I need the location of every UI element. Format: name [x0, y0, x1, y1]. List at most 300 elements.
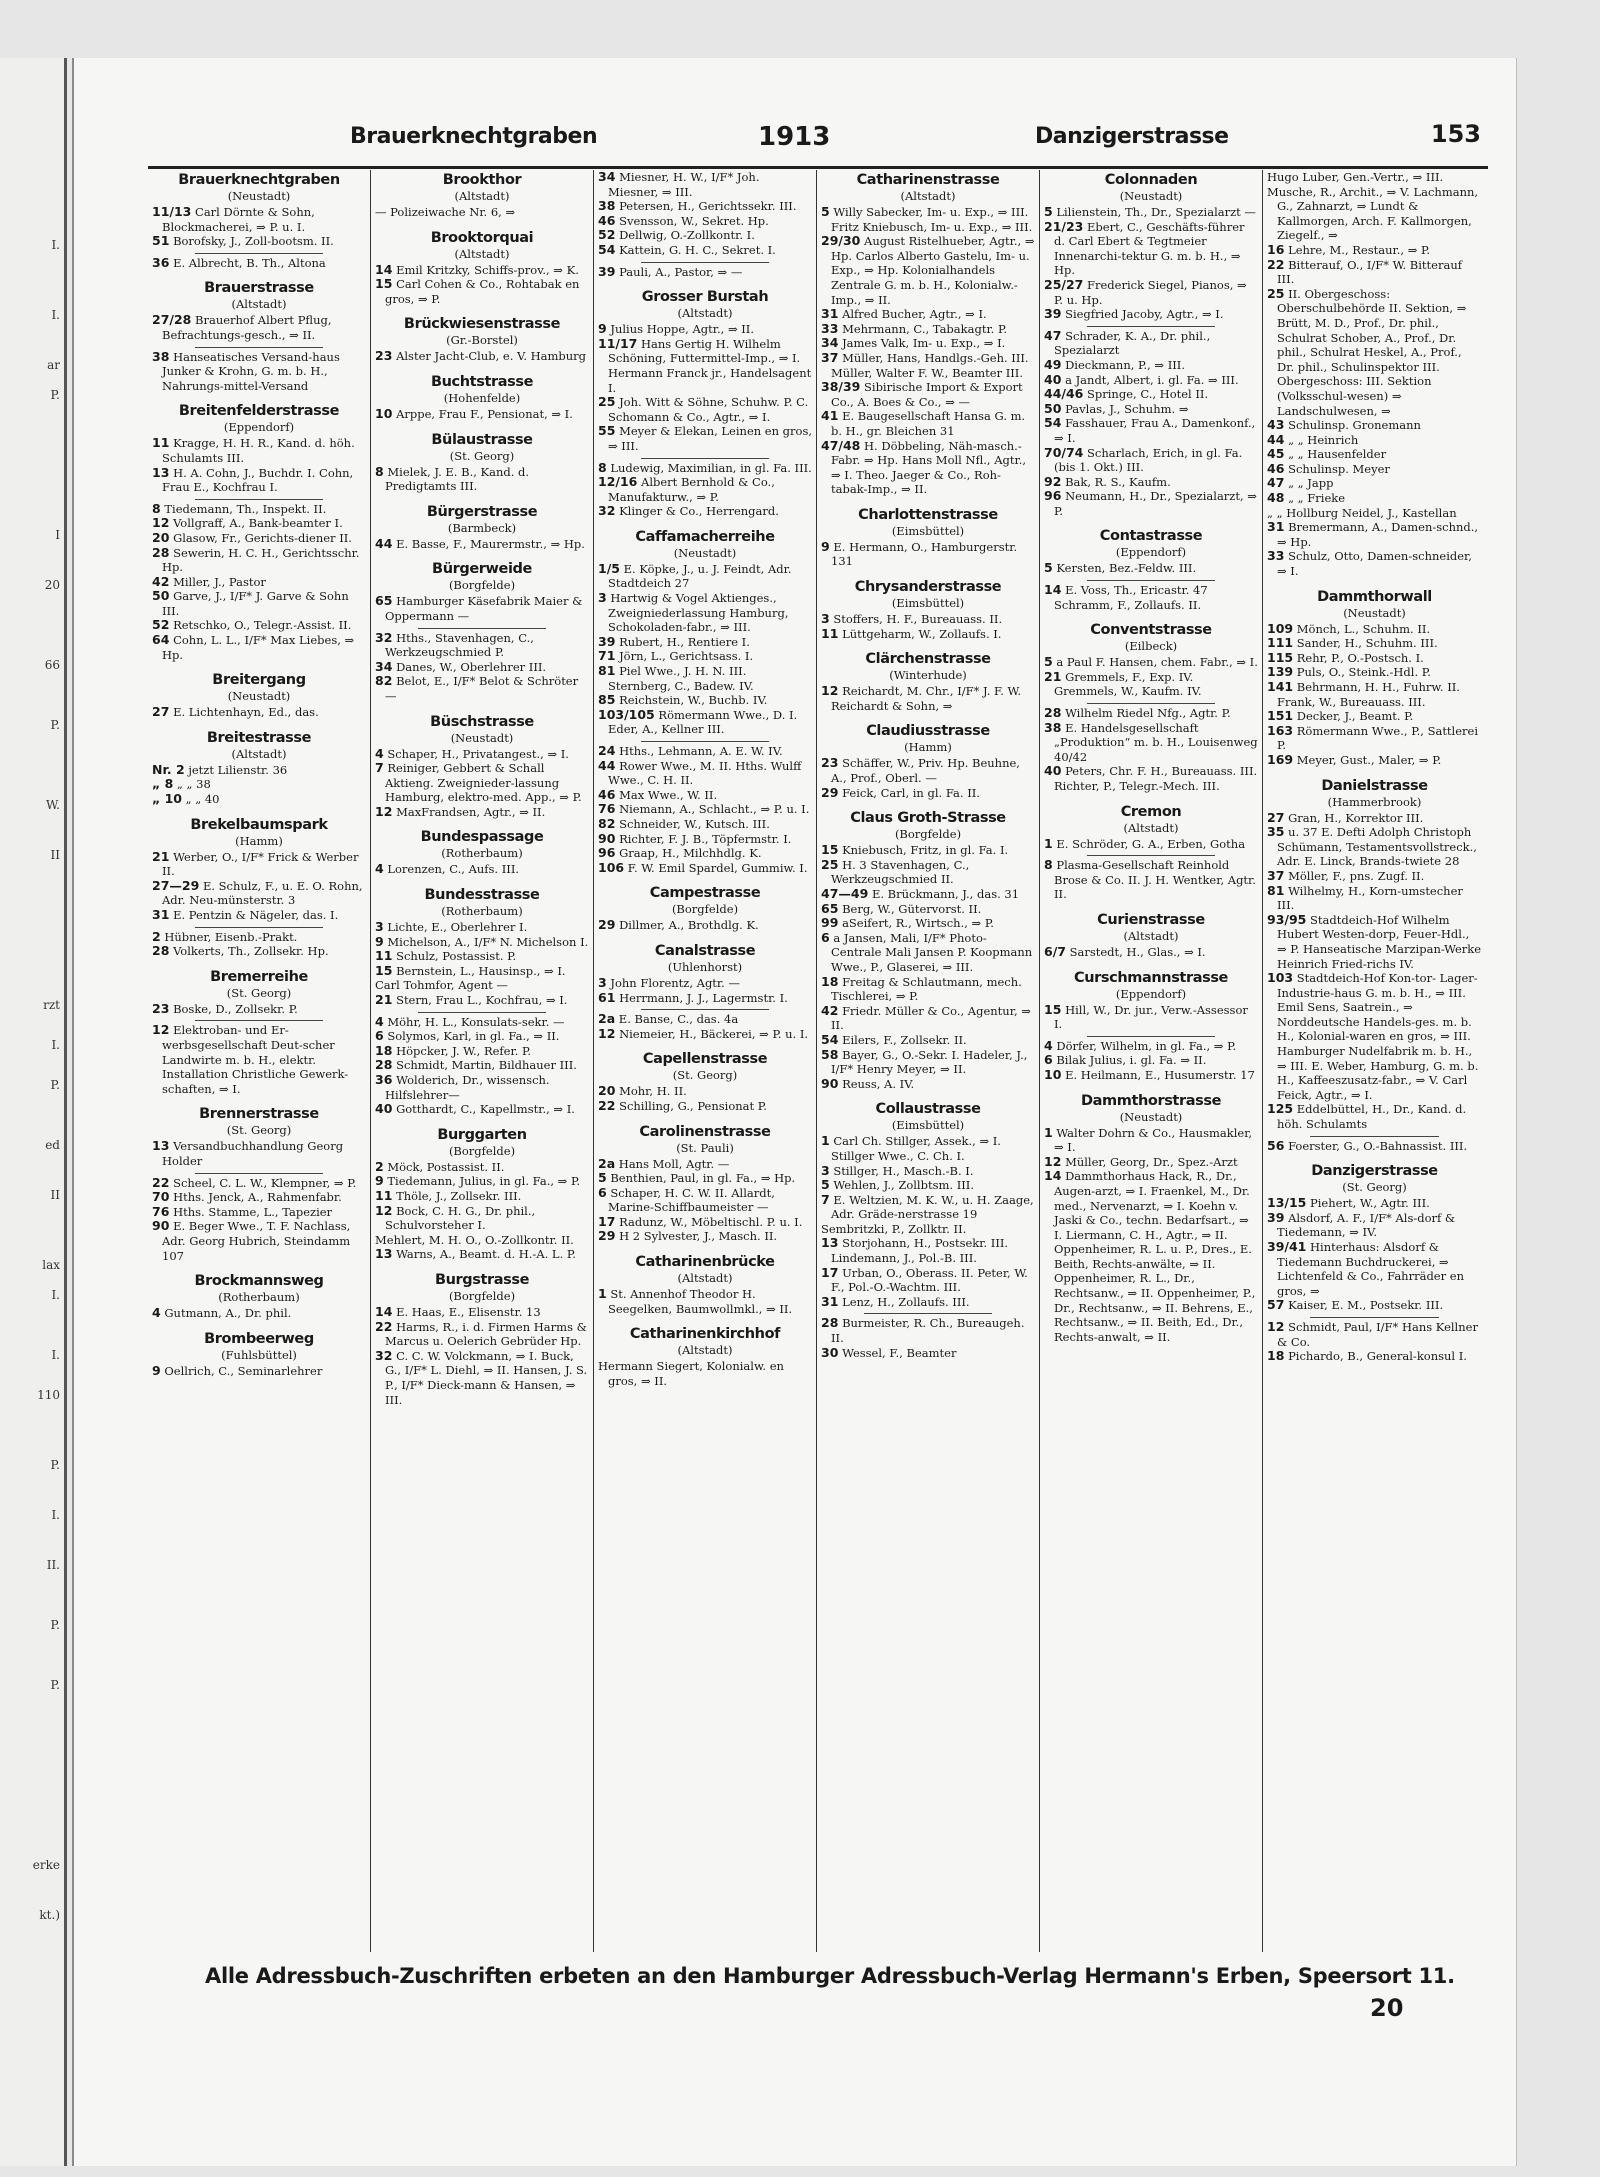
entry-text: Feick, Carl, in gl. Fa. II.	[842, 785, 980, 800]
entry-text: Benthien, Paul, in gl. Fa., ⇒ Hp.	[610, 1171, 796, 1186]
directory-entry	[1267, 549, 1482, 578]
directory-entry	[152, 466, 366, 495]
directory-entry	[821, 307, 1035, 322]
house-number: Nr. 2	[152, 761, 185, 777]
street-heading: Conventstrasse	[1090, 622, 1212, 639]
house-number: 33	[821, 320, 839, 336]
house-number: 12	[821, 683, 839, 699]
entry-text: jetzt Lilienstr. 36	[188, 762, 288, 777]
entry-text: Rubert, H., Rentiere I.	[619, 634, 750, 649]
house-number: 25/27	[1044, 276, 1084, 292]
entry-text: E. Banse, C., das. 4a	[618, 1012, 739, 1027]
house-number: 5	[1044, 204, 1053, 219]
directory-entry	[375, 631, 589, 660]
entry-text: Ludewig, Maximilian, in gl. Fa. III.	[610, 460, 812, 475]
house-number: 21	[152, 848, 170, 864]
margin-fragment: kt.)	[39, 1908, 60, 1922]
house-number: 38	[598, 198, 616, 214]
directory-entry	[375, 1189, 589, 1204]
house-number: 61	[598, 989, 616, 1005]
entry-text: Rower Wwe., M. II. Hths. Wulff Wwe., C. H. II.	[608, 758, 802, 788]
house-number: 46	[1267, 460, 1285, 476]
directory-entry	[598, 759, 812, 788]
house-number: 109	[1267, 620, 1294, 636]
house-number: 4	[375, 745, 384, 761]
house-number: 115	[1267, 649, 1294, 665]
house-number: 4	[375, 861, 384, 877]
entry-text: II. Obergeschoss: Oberschulbehörde II. Sektion, ⇒ Brütt, M. D., Prof., Dr. phil., Schulrat Schober, A., Prof., Dr. phil., Schulrat Heskel, A., Prof., Dr. phil., Schulinspektor III. Obergeschoss: III. Sektion (Volksschul-wesen) ⇒ Landschulwesen, ⇒	[1277, 286, 1467, 418]
house-number: 4	[1044, 1037, 1053, 1053]
entry-separator	[641, 1009, 769, 1010]
house-number: 6	[1044, 1052, 1053, 1068]
district-label: (Hamm)	[235, 833, 283, 848]
directory-entry	[375, 761, 589, 805]
entry-text: Ebert, C., Geschäfts-führer d. Carl Ebert & Tegtmeier Innenarchi-tektur G. m. b. H., ⇒ Hp.	[1054, 219, 1245, 278]
entry-text: Oellrich, C., Seminarlehrer	[164, 1363, 323, 1378]
entry-text: E. Heilmann, E., Husumerstr. 17	[1065, 1067, 1255, 1082]
street-heading: Canalstrasse	[654, 942, 756, 959]
directory-entry	[152, 1023, 366, 1096]
entry-text: Hugo Luber, Gen.-Vertr., ⇒ III.	[1267, 170, 1444, 184]
house-number: 47/48	[821, 437, 861, 453]
margin-fragment: P.	[50, 1618, 60, 1632]
entry-text: Meyer, Gust., Maler, ⇒ P.	[1296, 752, 1442, 767]
house-number: 9	[821, 538, 830, 554]
house-number: 5	[821, 204, 830, 219]
house-number: 34	[375, 658, 393, 674]
district-label: (Borgfelde)	[448, 578, 516, 593]
margin-fragment: 20	[44, 578, 60, 592]
directory-entry	[375, 1073, 589, 1102]
house-number: 1	[598, 1286, 607, 1302]
entry-text: Alsdorf, A. F., I/F* Als-dorf & Tiedemann, ⇒ IV.	[1277, 1210, 1456, 1240]
entry-text: Wilhelm Riedel Nfg., Agtr. P.	[1065, 706, 1231, 721]
district-label: (Rotherbaum)	[441, 846, 523, 861]
street-heading: Clärchenstrasse	[865, 651, 991, 668]
house-number: 23	[375, 348, 393, 364]
entry-text: Urban, O., Oberass. II. Peter, W. F., Pol.-O.-Wachtm. III.	[831, 1265, 1028, 1295]
house-number: 82	[375, 673, 393, 689]
district-label: (Neustadt)	[1343, 605, 1406, 620]
directory-entry	[821, 380, 1035, 409]
directory-entry	[152, 850, 366, 879]
district-label: (Hammerbrook)	[1327, 794, 1422, 809]
directory-entry	[598, 1359, 812, 1388]
directory-entry	[1044, 1155, 1258, 1170]
street-heading: Breitenfelderstrasse	[178, 403, 340, 420]
entry-separator	[641, 741, 769, 742]
entry-text: Musche, R., Archit., ⇒ V. Lachmann, G., Zahnarzt, ⇒ Lundt & Kallmorgen, Arch. F. Kallmorgen, Ziegelf., ⇒	[1267, 184, 1479, 243]
directory-entry	[598, 322, 812, 337]
directory-entry	[1044, 1003, 1258, 1032]
house-number: 58	[821, 1046, 839, 1062]
directory-entry	[1044, 489, 1258, 518]
house-number: 90	[598, 830, 616, 846]
entry-text: Mönch, L., Schuhm. II.	[1296, 621, 1431, 636]
directory-entry	[375, 1247, 589, 1262]
house-number: 3	[598, 590, 607, 606]
house-number: 13	[152, 464, 170, 480]
entry-text: Reiniger, Gebbert & Schall Aktieng. Zweignieder-lassung Hamburg, elektro-med. App., ⇒ P.	[385, 761, 582, 805]
directory-entry	[821, 1048, 1035, 1077]
entry-text: Mehlert, M. H. O., O.-Zollkontr. II.	[375, 1232, 574, 1247]
house-number: 20	[152, 529, 170, 545]
house-number: 8	[375, 463, 384, 479]
entry-text: Borofsky, J., Zoll-bootsm. II.	[173, 234, 334, 249]
header-right-keyword: Danzigerstrasse	[1035, 124, 1229, 149]
directory-entry	[375, 594, 589, 623]
directory-entry	[375, 805, 589, 820]
entry-text: Werber, O., I/F* Frick & Werber II.	[162, 849, 359, 879]
house-number: 13	[375, 1246, 393, 1262]
house-number: 15	[375, 276, 393, 292]
entry-text: Siegfried Jacoby, Agtr., ⇒ I.	[1065, 307, 1224, 322]
margin-fragment: ed	[45, 1138, 60, 1152]
house-number: 33	[1267, 548, 1285, 564]
directory-entry	[375, 674, 589, 703]
entry-text: Hths. Stamme, L., Tapezier	[173, 1204, 333, 1219]
directory-entry	[375, 1204, 589, 1233]
directory-entry	[152, 502, 366, 517]
directory-entry	[598, 475, 812, 504]
entry-text: August Ristelhueber, Agtr., ⇒ Hp. Carlos Alberto Gastelu, Im- u. Exp., ⇒ Hp. Kolonialhandels Zentrale G. m. b. H., Kolonialw.-Imp., ⇒ II.	[831, 234, 1035, 307]
entry-text: Behrmann, H. H., Fuhrw. II. Frank, W., Bureauass. III.	[1277, 680, 1460, 709]
entry-text: „ „ Hollburg Neidel, J., Kastellan	[1267, 505, 1457, 520]
directory-entry	[1267, 811, 1482, 826]
entry-text: Arppe, Frau F., Pensionat, ⇒ I.	[396, 406, 573, 421]
entry-text: Decker, J., Beamt. P.	[1296, 709, 1414, 724]
house-number: 9	[598, 321, 607, 337]
directory-entry	[375, 949, 589, 964]
house-number: 14	[1044, 582, 1062, 598]
house-number: 25	[598, 394, 616, 410]
entry-text: Schulinsp. Gronemann	[1288, 418, 1421, 433]
street-heading: Claus Groth-Strasse	[850, 810, 1006, 827]
house-number: 15	[1044, 1001, 1062, 1017]
margin-fragment: W.	[45, 798, 60, 812]
margin-fragment: I.	[51, 1508, 60, 1522]
directory-column	[1263, 170, 1486, 1952]
house-number: 82	[598, 815, 616, 831]
directory-entry	[1267, 753, 1482, 768]
entry-text: Danes, W., Oberlehrer III.	[396, 659, 547, 674]
margin-fragment: P.	[50, 388, 60, 402]
entry-text: Scheel, C. L. W., Klempner, ⇒ P.	[173, 1175, 357, 1190]
street-heading: Grosser Burstah	[641, 289, 769, 306]
directory-entry	[152, 1139, 366, 1168]
directory-entry	[375, 537, 589, 552]
entry-text: Harms, R., i. d. Firmen Harms & Marcus u. Oelerich Gebrüder Hp.	[385, 1319, 587, 1349]
margin-fragment: P.	[50, 718, 60, 732]
district-label: (St. Pauli)	[676, 1140, 734, 1155]
house-number: 81	[1267, 882, 1285, 898]
entry-text: Storjohann, H., Postsekr. III. Lindemann, J., Pol.-B. III.	[831, 1236, 1009, 1266]
house-number: 76	[598, 801, 616, 817]
entry-text: Boske, D., Zollsekr. P.	[173, 1001, 298, 1016]
house-number: 103	[1267, 970, 1294, 986]
street-heading: Charlottenstrasse	[858, 506, 998, 523]
margin-fragment: erke	[32, 1858, 60, 1872]
house-number: 5	[1044, 560, 1053, 576]
directory-entry	[1044, 373, 1258, 388]
entry-text: Stern, Frau L., Kochfrau, ⇒ I.	[396, 993, 568, 1008]
entry-separator	[1310, 1136, 1439, 1137]
entry-text: Scharlach, Erich, in gl. Fa. (bis 1. Okt.) III.	[1054, 445, 1243, 475]
entry-text: Friedr. Müller & Co., Agentur, ⇒ II.	[831, 1003, 1031, 1033]
entry-text: H 2 Sylvester, J., Masch. II.	[619, 1229, 778, 1244]
house-number: 22	[375, 1318, 393, 1334]
house-number: 2	[375, 1158, 384, 1174]
directory-entry	[375, 862, 589, 877]
header-year: 1913	[758, 122, 831, 152]
entry-text: Lenz, H., Zollaufs. III.	[842, 1294, 970, 1309]
entry-text: Kattein, G. H. C., Sekret. I.	[619, 242, 776, 257]
entry-text: Graap, H., Milchhdlg. K.	[619, 846, 762, 861]
entry-text: Foerster, G., O.-Bahnassist. III.	[1288, 1138, 1468, 1153]
directory-entry	[1044, 706, 1258, 721]
entry-text: Wessel, F., Beamter	[842, 1345, 957, 1360]
entry-text: Hartwig & Vogel Aktienges., Zweigniederlassung Hamburg, Schokoladen-fabr., ⇒ III.	[608, 591, 789, 635]
directory-entry	[1267, 869, 1482, 884]
district-label: (Eppendorf)	[1115, 986, 1187, 1001]
directory-entry	[1267, 636, 1482, 651]
directory-entry	[152, 777, 366, 792]
directory-entry	[375, 205, 589, 220]
directory-entry	[1267, 491, 1482, 506]
house-number: 12	[152, 1022, 170, 1038]
district-label: (St. Georg)	[1342, 1180, 1407, 1195]
street-heading: Claudiusstrasse	[866, 723, 990, 740]
directory-entry	[598, 1027, 812, 1042]
directory-entry	[821, 234, 1035, 307]
house-number: 64	[152, 632, 170, 648]
directory-entry	[1044, 329, 1258, 358]
house-number: 8	[152, 500, 161, 516]
directory-entry	[821, 1346, 1035, 1361]
entry-text: Wilhelmy, H., Korn-umstecher III.	[1277, 883, 1463, 913]
directory-entry	[375, 1015, 589, 1030]
entry-text: „ „ 40	[185, 792, 220, 807]
footer-notice: Alle Adressbuch-Zuschriften erbeten an den Hamburger Adressbuch-Verlag Hermann's Erben, Speersort 11.	[205, 1964, 1455, 1988]
entry-text: Julius Hoppe, Agtr., ⇒ II.	[610, 322, 755, 337]
directory-entry	[598, 228, 812, 243]
entry-text: Niemeier, H., Bäckerei, ⇒ P. u. I.	[619, 1026, 809, 1041]
directory-entry	[375, 277, 589, 306]
entry-text: Hermann Siegert, Kolonialw. en gros, ⇒ II.	[598, 1359, 784, 1388]
house-number: 141	[1267, 679, 1294, 694]
entry-text: Burmeister, R. Ch., Bureaugeh. II.	[831, 1316, 1025, 1346]
house-number: 90	[152, 1218, 170, 1234]
house-number: 8	[1044, 857, 1053, 873]
district-label: (Altstadt)	[1123, 820, 1179, 835]
entry-text: „ „ Heinrich	[1288, 432, 1359, 447]
house-number: 37	[1267, 867, 1285, 883]
directory-entry	[598, 744, 812, 759]
entry-text: E. Handelsgesellschaft „Produktion“ m. b. H., Louisenweg 40/42	[1054, 720, 1258, 764]
street-heading: Dammthorwall	[1317, 588, 1432, 605]
house-number: 5	[821, 1177, 830, 1193]
house-number: 46	[598, 212, 616, 228]
directory-entry	[1044, 1068, 1258, 1083]
house-number: 24	[598, 743, 616, 758]
entry-text: „ „ 38	[176, 777, 211, 792]
house-number: 10	[1044, 1066, 1062, 1082]
entry-text: Lorenzen, C., Aufs. III.	[387, 862, 520, 877]
margin-fragment: lax	[42, 1258, 60, 1272]
district-label: (Borgfelde)	[894, 827, 962, 842]
entry-text: E. Weltzien, M. K. W., u. H. Zaage, Adr. Gräde-nerstrasse 19	[831, 1192, 1034, 1222]
directory-entry	[821, 1178, 1035, 1193]
entry-separator	[195, 927, 323, 928]
directory-entry	[821, 887, 1035, 902]
house-number: 81	[598, 663, 616, 679]
street-heading: Dammthorstrasse	[1081, 1092, 1221, 1109]
street-heading: Brooktorquai	[430, 229, 534, 246]
house-number: 30	[821, 1344, 839, 1360]
directory-entry	[598, 991, 812, 1006]
house-number: 22	[598, 1097, 616, 1113]
directory-entry	[375, 993, 589, 1008]
house-number: 29/30	[821, 233, 861, 249]
house-number: 29	[821, 784, 839, 800]
house-number: 27	[1267, 809, 1285, 825]
margin-fragment: II	[50, 1188, 60, 1202]
directory-entry	[821, 1266, 1035, 1295]
street-heading: Brockmannsweg	[194, 1273, 324, 1290]
house-number: 39	[598, 263, 616, 279]
house-number: 16	[1267, 241, 1285, 257]
directory-entry	[375, 920, 589, 935]
entry-text: a Jansen, Mali, I/F* Photo-Centrale Mali Jansen P. Koopmann Wwe., P., Glaserei, ⇒ III.	[831, 930, 1033, 974]
house-number: 90	[821, 1075, 839, 1091]
house-number: 38/39	[821, 379, 861, 395]
directory-entry	[598, 693, 812, 708]
directory-entry	[598, 243, 812, 258]
house-number: 12/16	[598, 474, 638, 490]
entry-text: Cohn, L. L., I/F* Max Liebes, ⇒ Hp.	[162, 633, 355, 662]
directory-entry	[1267, 185, 1482, 243]
entry-text: Carl Tohmfor, Agent —	[375, 978, 508, 993]
directory-entry	[821, 756, 1035, 785]
house-number: 163	[1267, 722, 1294, 738]
directory-entry	[821, 1077, 1035, 1092]
directory-entry	[821, 205, 1035, 234]
directory-entry	[1044, 721, 1258, 765]
street-heading: Caffamacherreihe	[635, 528, 775, 545]
entry-text: Möhr, H. L., Konsulats-sekr. —	[387, 1014, 565, 1029]
street-heading: Catharinenstrasse	[856, 172, 1000, 188]
directory-entry	[821, 409, 1035, 438]
margin-fragment: P.	[50, 1678, 60, 1692]
district-label: (St. Georg)	[672, 1068, 738, 1083]
directory-entry	[152, 256, 366, 271]
entry-text: Lehre, M., Restaur., ⇒ P.	[1288, 242, 1431, 257]
entry-text: — Polizeiwache Nr. 6, ⇒	[375, 205, 516, 219]
entry-text: Versandbuchhandlung Georg Holder	[162, 1139, 344, 1168]
entry-text: Hinterhaus: Alsdorf & Tiedemann Buchdruckerei, ⇒ Lichtenfeld & Co., Fahrräder en gros, ⇒	[1277, 1240, 1464, 1298]
entry-separator	[195, 347, 323, 348]
entry-text: Schulinsp. Meyer	[1288, 461, 1390, 476]
entry-text: Max Wwe., W. II.	[619, 787, 718, 802]
directory-entry	[152, 575, 366, 590]
entry-text: Frederick Siegel, Pianos, ⇒ P. u. Hp.	[1054, 277, 1247, 307]
house-number: 28	[152, 943, 170, 959]
district-label: (Altstadt)	[231, 746, 287, 761]
district-label: (Neustadt)	[1119, 189, 1183, 203]
entry-text: Miesner, H. W., I/F* Joh. Miesner, ⇒ III.	[608, 170, 760, 199]
directory-entry	[598, 395, 812, 424]
house-number: 13/15	[1267, 1195, 1307, 1211]
house-number: 20	[598, 1083, 616, 1099]
directory-entry	[598, 1229, 812, 1244]
directory-entry	[821, 1222, 1035, 1237]
street-heading: Brückwiesenstrasse	[403, 316, 561, 333]
entry-text: Möck, Postassist. II.	[387, 1159, 505, 1174]
entry-text: Vollgraff, A., Bank-beamter I.	[173, 516, 343, 531]
house-number: 4	[152, 1305, 161, 1321]
directory-entry	[1044, 387, 1258, 402]
entry-text: Hübner, Eisenb.-Prakt.	[164, 929, 298, 944]
directory-entry	[1044, 220, 1258, 278]
directory-entry	[1044, 1053, 1258, 1068]
entry-text: E. Haas, E., Elisenstr. 13	[396, 1304, 541, 1319]
directory-entry	[152, 1219, 366, 1263]
entry-text: Hans Gertig H. Wilhelm Schöning, Futtermittel-Imp., ⇒ I. Hermann Franck jr., Handelsagent I.	[608, 336, 812, 395]
directory-entry	[1044, 1039, 1258, 1054]
house-number: 96	[1044, 488, 1062, 504]
street-heading: Curschmannstrasse	[1074, 969, 1228, 986]
house-number: 37	[821, 349, 839, 365]
district-label: (Gr.-Borstel)	[446, 333, 518, 348]
entry-text: Gran, H., Korrektor III.	[1288, 810, 1424, 825]
house-number: 6	[375, 1028, 384, 1044]
district-label: (St. Georg)	[226, 1123, 292, 1138]
house-number: 1/5	[598, 560, 620, 576]
entry-text: E. Albrecht, B. Th., Altona	[173, 255, 326, 270]
directory-entry	[598, 1215, 812, 1230]
entry-text: Brauerhof Albert Pflug, Befrachtungs-gesch., ⇒ II.	[162, 313, 332, 342]
directory-entry	[1044, 583, 1258, 612]
margin-fragment: I	[55, 528, 60, 542]
street-heading: Bülaustrasse	[431, 431, 533, 448]
street-heading: Carolinenstrasse	[639, 1123, 771, 1140]
house-number: 49	[1044, 356, 1062, 372]
directory-entry	[1267, 680, 1482, 709]
house-number: 3	[598, 974, 607, 990]
house-number: 92	[1044, 473, 1062, 489]
entry-separator	[418, 628, 546, 629]
directory-entry	[152, 633, 366, 662]
house-number: 51	[152, 233, 170, 249]
directory-entry	[152, 792, 366, 807]
house-number: 2a	[598, 1155, 616, 1171]
house-number: 1	[1044, 1124, 1053, 1140]
entry-text: Lilienstein, Th., Dr., Spezialarzt —	[1056, 205, 1256, 219]
street-heading: Bremerreihe	[210, 968, 308, 985]
directory-entry	[152, 908, 366, 923]
street-heading: Danzigerstrasse	[1311, 1163, 1438, 1180]
district-label: (Altstadt)	[677, 1343, 733, 1358]
directory-entry	[1044, 205, 1258, 220]
directory-entry	[598, 591, 812, 635]
directory-entry	[375, 660, 589, 675]
house-number: 9	[375, 1173, 384, 1189]
house-number: 54	[598, 241, 616, 257]
entry-text: Miller, J., Pastor	[173, 574, 266, 589]
district-label: (Borgfelde)	[671, 902, 739, 917]
directory-entry	[598, 1171, 812, 1186]
entry-text: Bayer, G., O.-Sekr. I. Hadeler, J., I/F* Henry Meyer, ⇒ II.	[831, 1047, 1028, 1077]
